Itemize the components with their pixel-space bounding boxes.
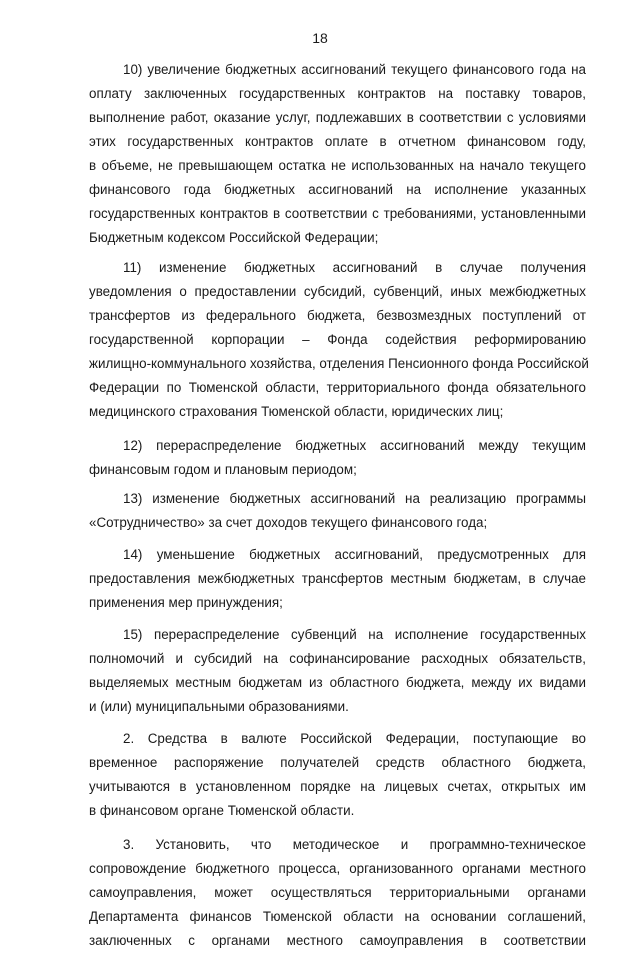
text-line: 14) уменьшение бюджетных ассигнований, предусмотренных для — [123, 547, 586, 562]
text-line: предоставления межбюджетных трансфертов местным бюджетам, в случае — [89, 571, 586, 586]
text-line: государственной корпорации – Фонда содействия реформированию — [89, 332, 586, 347]
text-line: финансового года бюджетных ассигнований на исполнение указанных — [89, 182, 586, 197]
text-line: «Сотрудничество» за счет доходов текущего финансового года; — [89, 515, 488, 530]
text-line: 10) увеличение бюджетных ассигнований текущего финансового года на — [123, 62, 586, 77]
paragraph-section-3 — [89, 833, 586, 953]
text-line: и (или) муниципальными образованиями. — [89, 699, 349, 714]
text-line: 15) перераспределение субвенций на исполнение государственных — [123, 627, 586, 642]
text-line: временное распоряжение получателей средств областного бюджета, — [89, 755, 586, 770]
text-line: в объеме, не превышающем остатка не использованных на начало текущего — [89, 158, 586, 173]
text-line: этих государственных контрактов оплате в отчетном финансовом году, — [89, 134, 586, 149]
text-line: самоуправления, может осуществляться территориальными органами — [89, 885, 586, 900]
text-line: применения мер принуждения; — [89, 595, 283, 610]
paragraph-item-10 — [89, 58, 586, 250]
paragraph-item-13 — [89, 487, 586, 535]
text-line: государственных контрактов в соответствии с требованиями, установленными — [89, 206, 586, 221]
text-line: заключенных с органами местного самоуправления в соответствии — [89, 933, 586, 948]
text-line: 3. Установить, что методическое и программно-техническое — [123, 837, 586, 852]
text-line: выделяемых местным бюджетам из областного бюджета, между их видами — [89, 675, 586, 690]
text-line: в финансовом органе Тюменской области. — [89, 803, 355, 818]
text-line: финансовым годом и плановым периодом; — [89, 462, 357, 477]
document-body — [89, 58, 589, 954]
text-line: оплату заключенных государственных контрактов на поставку товаров, — [89, 86, 586, 101]
text-line: выполнение работ, оказание услуг, подлежавших в соответствии с условиями — [89, 110, 586, 125]
text-line: учитываются в установленном порядке на лицевых счетах, открытых им — [89, 779, 586, 794]
paragraph-item-11 — [89, 256, 589, 424]
paragraph-item-14 — [89, 543, 586, 615]
text-line: медицинского страхования Тюменской области, юридических лиц; — [89, 404, 504, 419]
text-line: трансфертов из федерального бюджета, безвозмездных поступлений от — [89, 308, 586, 323]
paragraph-item-15 — [89, 623, 586, 719]
text-line: жилищно-коммунального хозяйства, отделения Пенсионного фонда Российской — [89, 356, 589, 371]
text-line: 11) изменение бюджетных ассигнований в случае получения — [123, 260, 586, 275]
paragraph-section-2 — [89, 727, 586, 823]
paragraph-item-12 — [89, 434, 586, 482]
text-line: 2. Средства в валюте Российской Федерации, поступающие во — [123, 731, 586, 746]
page-number: 18 — [312, 30, 328, 46]
text-line: Федерации по Тюменской области, территориального фонда обязательного — [89, 380, 586, 395]
text-line: 13) изменение бюджетных ассигнований на реализацию программы — [123, 491, 586, 506]
text-line: уведомления о предоставлении субсидий, субвенций, иных межбюджетных — [89, 284, 586, 299]
text-line: Департамента финансов Тюменской области на основании соглашений, — [89, 909, 586, 924]
text-line: сопровождение бюджетного процесса, организованного органами местного — [89, 861, 586, 876]
text-line: полномочий и субсидий на софинансирование расходных обязательств, — [89, 651, 586, 666]
text-line: Бюджетным кодексом Российской Федерации; — [89, 230, 379, 245]
text-line: 12) перераспределение бюджетных ассигнований между текущим — [123, 438, 586, 453]
